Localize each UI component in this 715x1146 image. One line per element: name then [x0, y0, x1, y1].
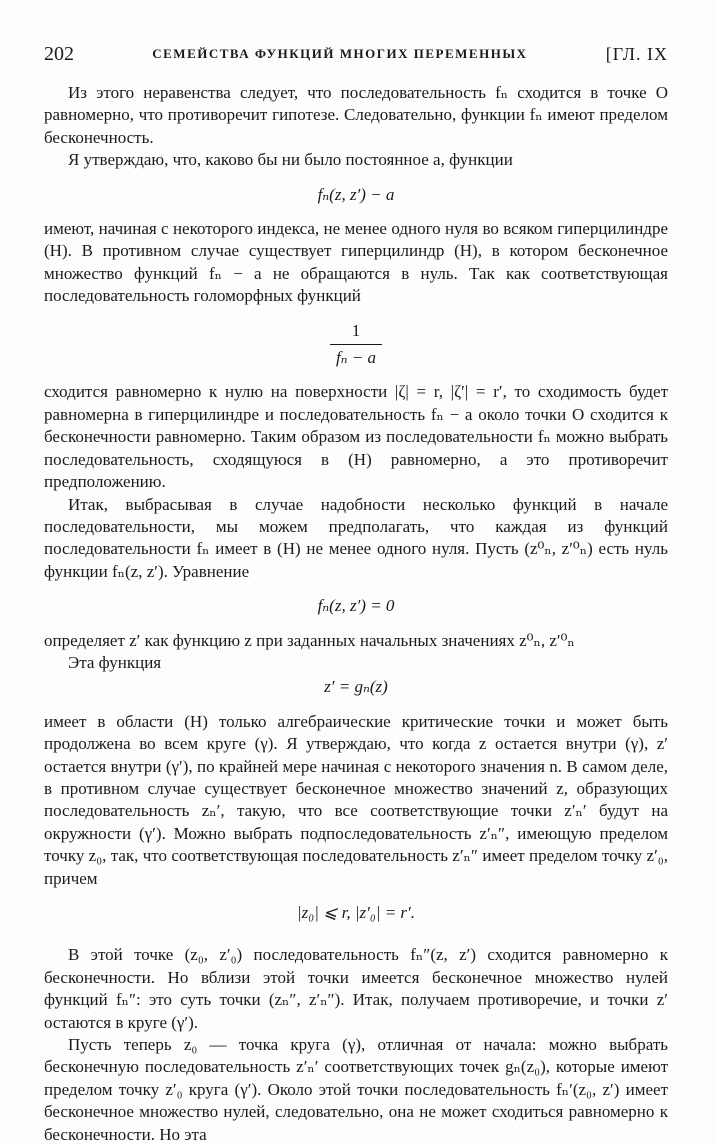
formula: z′ = gₙ(z) [324, 677, 388, 697]
fraction-numerator: 1 [351, 320, 361, 340]
paragraph: Я утверждаю, что, каково бы ни было постоянное a, функции [68, 150, 513, 170]
fraction [330, 320, 382, 370]
formula: fₙ(z, z′) − a [317, 184, 395, 204]
page-number: 202 [44, 42, 74, 65]
chapter-label: [ГЛ. IX [605, 43, 668, 64]
paragraph: имеют, начиная с некоторого индекса, не менее одного нуля во всяком гиперцилиндре (H). В противном случае существует гиперцилиндр (H), в котором бесконечное множество функций fₙ − a не обращаются в нуль. Так как соответствующая последовательность голоморфных функций [44, 219, 668, 306]
page-header [44, 40, 668, 68]
page-body [44, 82, 668, 1146]
paragraph: имеет в области (H) только алгебраические критические точки и может быть продолжена во всем круге (γ). Я утверждаю, что когда z остается внутри (γ), z′ остается внутри (γ′), по крайней мере начиная с некоторого значения n. В самом деле, в противном случае существует бесконечное множество значений z, образующих последовательность zₙ′, такую, что все соответствующие точки z′ₙ′ будут на окружности (γ′). Можно выбрать подпоследовательность z′ₙ″, имеющую пределом точку z₀, так, что соответствующая последовательность z′ₙ″ имеет пределом точку z′₀, причем [44, 711, 668, 888]
paragraph: Пусть теперь z₀ — точка круга (γ), отличная от начала: можно выбрать бесконечную последовательность z′ₙ′ соответствующих точек gₙ(z₀), которые имеют пределом точку z′₀ круга (γ′). Около этой точки последовательность fₙ′(z₀, z′) имеет бесконечное множество нулей, следовательно, она не может сходиться равномерно к бесконечности. Но эта [44, 1035, 668, 1144]
paragraph: В этой точке (z₀, z′₀) последовательность fₙ″(z, z′) сходится равномерно к бесконечности. Но вблизи этой точки имеется бесконечное множество нулей функций fₙ″: это суть точки (zₙ″, z′ₙ″). Итак, получаем противоречие, и точки z′ остаются в круге (γ′). [44, 945, 668, 1032]
fraction-denominator: fₙ − a [330, 344, 382, 369]
paragraph: Итак, выбрасывая в случае надобности несколько функций в начале последовательности, мы можем предполагать, что каждая из функций последовательности fₙ имеет в (H) не менее одного нуля. Пусть (z⁰ₙ, z′⁰ₙ) есть нуль функции fₙ(z, z′). Уравнение [44, 494, 668, 581]
fraction-formula [44, 320, 668, 370]
paragraph: определяет z′ как функцию z при заданных начальных значениях z⁰ₙ, z′⁰ₙ [44, 630, 575, 650]
paragraph: Эта функция [68, 652, 162, 672]
formula: |z₀| ⩽ r, |z′₀| = r′. [297, 903, 415, 922]
formula: fₙ(z, z′) = 0 [317, 596, 395, 616]
running-title: СЕМЕЙСТВА ФУНКЦИЙ МНОГИХ ПЕРЕМЕННЫХ [152, 46, 528, 61]
paragraph: Из этого неравенства следует, что последовательность fₙ сходится в точке O равномерно, что противоречит гипотезе. Следовательно, функции fₙ имеют пределом бесконечность. [44, 83, 668, 147]
paragraph: сходится равномерно к нулю на поверхности |ζ| = r, |ζ′| = r′, то сходимость будет равномерна в гиперцилиндре и последовательность fₙ − a около точки O сходится к бесконечности равномерно. Таким образом из последовательности fₙ можно выбрать последовательность, сходящуюся в (H) равномерно, а это противоречит предположению. [44, 382, 668, 492]
